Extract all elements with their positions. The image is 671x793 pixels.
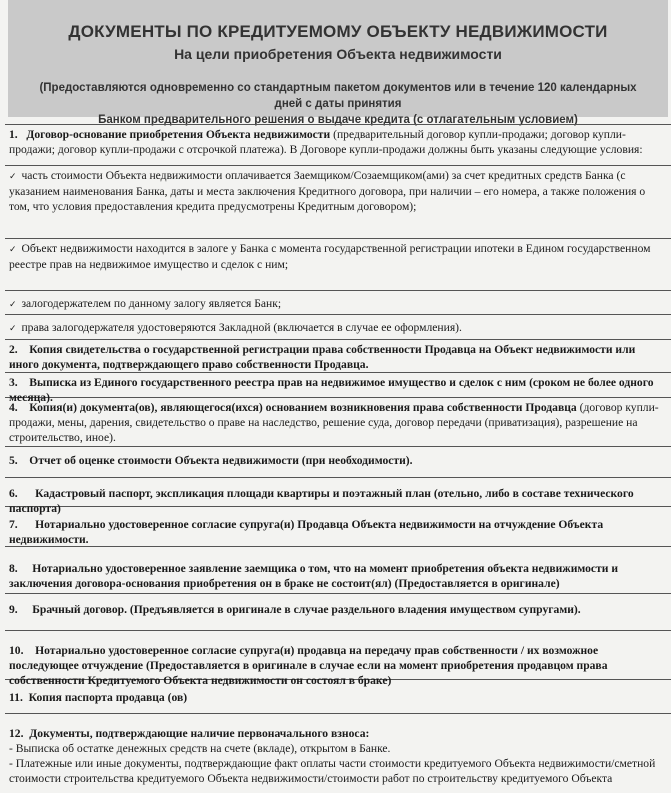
check-icon: ✓ — [9, 171, 17, 181]
item-number: 3. — [9, 376, 18, 389]
condition-item — [5, 314, 671, 339]
list-item-2 — [5, 339, 671, 372]
item-title: Выписка из Единого государственного реестра прав на недвижимое имущество и сделок с ним (сроком не более одного месяца). — [9, 376, 654, 404]
document-subtitle: На цели приобретения Объекта недвижимости — [174, 46, 502, 62]
condition-item — [5, 290, 671, 314]
item-number: 5. — [9, 454, 18, 467]
condition-text: Объект недвижимости находится в залоге у Банка с момента государственной регистрации ипотеки в Едином государственном реестре прав на недвижимое имущество и сделок с ним; — [9, 242, 651, 271]
item-title: Нотариально удостоверенное заявление заемщика о том, что на момент приобретения объекта недвижимости и заключения договора-основания приобретения он в браке не состоит(ял) (Предоставляется в оригинале) — [9, 562, 619, 590]
documents-list — [5, 124, 671, 793]
condition-item — [5, 165, 671, 238]
condition-item — [5, 238, 671, 290]
note-line-1: (Предоставляются одновременно со стандартным пакетом документов или в течение 120 календарных дней с даты принятия — [39, 82, 637, 110]
check-icon: ✓ — [9, 299, 17, 309]
item-title: Нотариально удостоверенное согласие супруга(и) продавца на передачу прав собственности / их возможное последующее отчуждение (Предоставляется в оригинале в случае если на момент приобретения продавцом права собственности Кредитуемого Объекта недвижимости он состоял в браке) — [9, 644, 608, 687]
item-number: 12. — [9, 727, 24, 740]
item-number: 6. — [9, 487, 18, 500]
list-item-10 — [5, 630, 671, 687]
item-number: 7. — [9, 518, 18, 531]
item-title: Копия(и) документа(ов), являющегося(ихся) основанием возникновения права собственности Продавца — [29, 401, 577, 414]
item-number: 1. — [9, 128, 18, 141]
item-number: 9. — [9, 603, 18, 616]
item-title: Отчет об оценке стоимости Объекта недвижимости (при необходимости). — [29, 454, 413, 467]
list-item-7 — [5, 506, 671, 546]
item-number: 2. — [9, 343, 18, 356]
document-header — [8, 0, 668, 126]
note-line-2: Банком предварительного решения о выдаче кредита (с отлагательным условием) — [98, 114, 578, 126]
item-title: Кадастровый паспорт, экспликация площади квартиры и поэтажный план (отельно, либо в составе технического паспорта) — [9, 487, 634, 515]
condition-text: часть стоимости Объекта недвижимости оплачивается Заемщиком/Созаемщиком(ами) за счет кредитных средств Банка (с указанием наименования Банка, даты и места заключения Кредитного договора, при наличии – его номера, а также положения о том, что условия предоставления кредита предусмотрены Кредитным договором); — [9, 169, 646, 213]
item-line: - Выписка об остатке денежных средств на счете (вкладе), открытом в Банке. — [9, 742, 391, 755]
list-item-8 — [5, 546, 671, 593]
item-number: 4. — [9, 401, 18, 414]
list-item-12 — [5, 713, 671, 793]
list-item-5 — [5, 446, 671, 477]
item-title: Документы, подтверждающие наличие первоначального взноса: — [29, 727, 370, 740]
check-icon: ✓ — [9, 244, 17, 254]
item-title: Копия свидетельства о государственной регистрации права собственности Продавца на Объект недвижимости или иного документа, подтверждающего право собственности Продавца. — [9, 343, 636, 371]
list-item-4 — [5, 397, 671, 446]
list-item-6 — [5, 477, 671, 515]
item-line: - Платежные или иные документы, подтверждающие факт оплаты части стоимости кредитуемого Объекта недвижимости/сметной стоимости строительства кредитуемого Объекта недвижимости/стоимости работ по строительству кредитуемого Объекта — [9, 757, 656, 785]
condition-text: права залогодержателя удостоверяются Закладной (включается в случае ее оформления). — [21, 321, 462, 334]
item-title: Копия паспорта продавца (ов) — [28, 691, 188, 704]
document-note — [8, 80, 668, 128]
list-item-3 — [5, 372, 671, 404]
list-item-1 — [5, 124, 671, 165]
check-icon: ✓ — [9, 323, 17, 333]
condition-text: залогодержателем по данному залогу является Банк; — [21, 297, 282, 310]
item-number: 11. — [9, 691, 23, 704]
document-title: ДОКУМЕНТЫ ПО КРЕДИТУЕМОМУ ОБЪЕКТУ НЕДВИЖИМОСТИ — [68, 22, 608, 41]
item-title: Договор-основание приобретения Объекта недвижимости — [26, 128, 331, 141]
item-text: (договор купли-продажи, мены, дарения, свидетельство о праве на наследство, решение суда, договор передачи (приватизация), разрешение на строительство, иное). — [9, 401, 659, 444]
item-title: Нотариально удостоверенное согласие супруга(и) Продавца Объекта недвижимости на отчуждение Объекта недвижимости. — [9, 518, 604, 546]
item-text: (предварительный договор купли-продажи; договор купли-продажи; договор купли-продажи с отсрочкой платежа). В Договоре купли-продажи должны быть указаны следующие условия: — [9, 128, 643, 156]
item-title: Брачный договор. (Предъявляется в оригинале в случае раздельного владения имуществом супругами). — [32, 603, 581, 616]
item-number: 10. — [9, 644, 24, 657]
item-number: 8. — [9, 562, 18, 575]
list-item-9 — [5, 593, 671, 630]
